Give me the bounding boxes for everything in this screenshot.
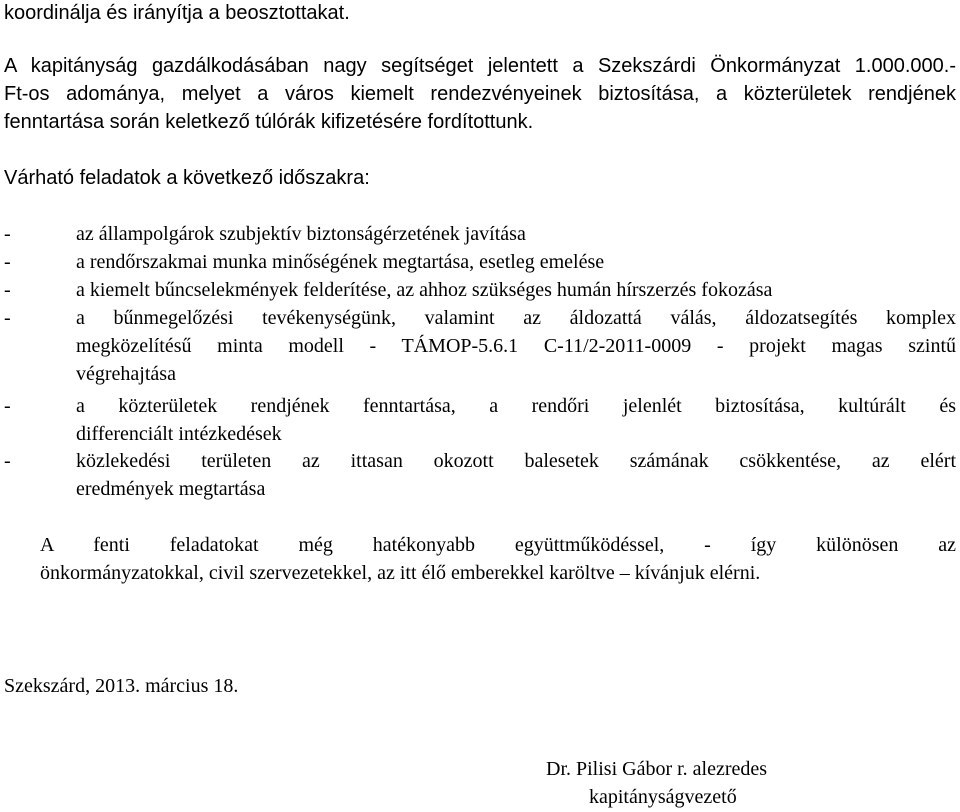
signature-title: kapitányságvezető — [589, 786, 737, 808]
list-dash: - — [4, 223, 11, 245]
list-item-text: közlekedési területen az ittasan okozott balesetek számának csökkentése, az elért — [76, 450, 956, 472]
list-item-text: az állampolgárok szubjektív biztonságérzetének javítása — [76, 223, 526, 245]
list-item-text: a bűnmegelőzési tevékenységünk, valamint az áldozattá válás, áldozatsegítés komplex — [76, 307, 956, 329]
list-dash: - — [4, 251, 11, 273]
list-item-text: eredmények megtartása — [76, 478, 266, 500]
donation-line: Ft-os adománya, melyet a város kiemelt rendezvényeinek biztosítása, a közterületek rendjének — [4, 83, 956, 105]
list-dash: - — [4, 307, 11, 329]
closing-line: A fenti feladatokat még hatékonyabb együttműködéssel, - így különösen az — [40, 534, 956, 556]
place-date: Szekszárd, 2013. március 18. — [4, 675, 239, 697]
donation-line: A kapitányság gazdálkodásában nagy segítséget jelentett a Szekszárdi Önkormányzat 1.000.000.- — [4, 55, 956, 77]
list-item-text: differenciált intézkedések — [76, 423, 282, 445]
signature-name: Dr. Pilisi Gábor r. alezredes — [546, 758, 768, 780]
list-dash: - — [4, 450, 11, 472]
list-item-text: a rendőrszakmai munka minőségének megtartása, esetleg emelése — [76, 251, 605, 273]
list-item-text: a kiemelt bűncselekmények felderítése, az ahhoz szükséges humán hírszerzés fokozása — [76, 279, 773, 301]
intro-tail-text: koordinálja és irányítja a beosztottakat. — [4, 2, 350, 24]
list-item-text: a közterületek rendjének fenntartása, a rendőri jelenlét biztosítása, kultúrált és — [76, 395, 956, 417]
closing-line: önkormányzatokkal, civil szervezetekkel, az itt élő emberekkel karöltve – kívánjuk elérni. — [40, 562, 761, 584]
tasks-heading: Várható feladatok a következő időszakra: — [4, 167, 370, 189]
list-item-text: végrehajtása — [76, 363, 176, 385]
list-dash: - — [4, 395, 11, 417]
donation-line: fenntartása során keletkező túlórák kifizetésére fordítottunk. — [4, 111, 534, 133]
list-dash: - — [4, 279, 11, 301]
list-item-text: megközelítésű minta modell - TÁMOP-5.6.1 C-11/2-2011-0009 - projekt magas szintű — [76, 335, 956, 357]
